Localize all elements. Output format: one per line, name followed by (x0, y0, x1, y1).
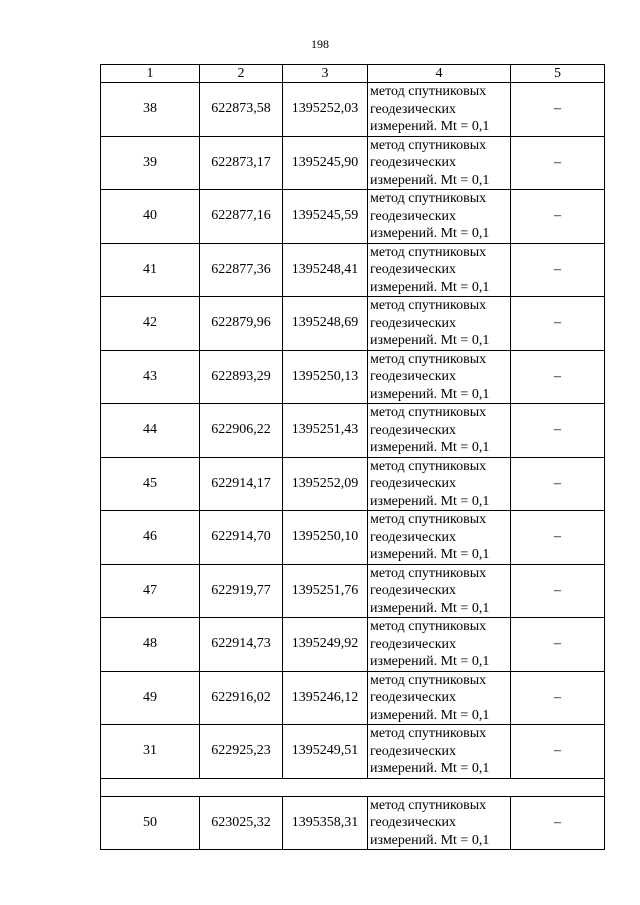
y-coordinate-cell: 1395251,76 (283, 564, 368, 618)
point-number-cell: 46 (101, 511, 200, 565)
method-text-line: измерений. Mt = 0,1 (370, 707, 490, 723)
y-coordinate-cell: 1395249,51 (283, 725, 368, 779)
method-text-line: измерений. Mt = 0,1 (370, 493, 490, 509)
x-coordinate-cell: 622914,70 (200, 511, 283, 565)
note-cell: – (511, 511, 605, 565)
table-row (101, 796, 605, 850)
point-number-cell: 31 (101, 725, 200, 779)
x-coordinate-cell: 622906,22 (200, 404, 283, 458)
method-cell (368, 618, 511, 672)
method-text-line: геодезических (370, 422, 457, 438)
note-cell: – (511, 671, 605, 725)
method-text-line: метод спутниковых (370, 191, 487, 206)
x-coordinate-cell: 622873,17 (200, 136, 283, 190)
point-number-cell: 40 (101, 190, 200, 244)
method-text-line: измерений. Mt = 0,1 (370, 761, 490, 776)
method-cell (368, 297, 511, 351)
table-header-row (101, 65, 605, 83)
note-cell: – (511, 564, 605, 618)
column-header: 3 (283, 65, 368, 83)
method-text-line: метод спутниковых (370, 84, 487, 99)
x-coordinate-cell: 622877,36 (200, 243, 283, 297)
method-cell (368, 671, 511, 725)
method-text-line: геодезических (370, 583, 457, 598)
method-text-line: измерений. Mt = 0,1 (370, 333, 490, 348)
method-text-line: измерений. Mt = 0,1 (370, 172, 490, 188)
note-cell: – (511, 243, 605, 297)
method-cell (368, 190, 511, 244)
note-cell: – (511, 404, 605, 458)
method-text-line: измерений. Mt = 0,1 (370, 440, 490, 455)
point-number-cell: 48 (101, 618, 200, 672)
x-coordinate-cell: 622877,16 (200, 190, 283, 244)
method-text-line: геодезических (370, 369, 457, 384)
table-row (101, 725, 605, 779)
method-cell (368, 83, 511, 137)
point-number-cell: 45 (101, 457, 200, 511)
method-text-line: геодезических (370, 315, 457, 331)
method-text-line: метод спутниковых (370, 797, 487, 813)
x-coordinate-cell: 622914,17 (200, 457, 283, 511)
method-text-line: измерений. Mt = 0,1 (370, 654, 490, 669)
method-cell (368, 350, 511, 404)
note-cell: – (511, 190, 605, 244)
method-cell (368, 725, 511, 779)
note-cell: – (511, 725, 605, 779)
y-coordinate-cell: 1395252,03 (283, 83, 368, 137)
method-text-line: геодезических (370, 476, 457, 491)
method-cell (368, 457, 511, 511)
method-text-line: метод спутниковых (370, 458, 487, 474)
method-text-line: метод спутниковых (370, 244, 487, 260)
method-text-line: геодезических (370, 208, 457, 224)
point-number-cell: 50 (101, 796, 200, 850)
method-text-line: геодезических (370, 690, 457, 705)
table-row (101, 671, 605, 725)
table-row (101, 511, 605, 565)
method-text-line: геодезических (370, 155, 457, 170)
method-text-line: измерений. Mt = 0,1 (370, 119, 490, 134)
y-coordinate-cell: 1395246,12 (283, 671, 368, 725)
x-coordinate-cell: 622919,77 (200, 564, 283, 618)
y-coordinate-cell: 1395248,41 (283, 243, 368, 297)
point-number-cell: 41 (101, 243, 200, 297)
table-row (101, 457, 605, 511)
x-coordinate-cell: 622893,29 (200, 350, 283, 404)
note-cell: – (511, 350, 605, 404)
method-text-line: измерений. Mt = 0,1 (370, 547, 490, 562)
note-cell: – (511, 618, 605, 672)
table-row (101, 564, 605, 618)
point-number-cell: 43 (101, 350, 200, 404)
method-text-line: метод спутниковых (370, 726, 487, 741)
method-text-line: геодезических (370, 262, 457, 277)
y-coordinate-cell: 1395245,59 (283, 190, 368, 244)
method-cell (368, 404, 511, 458)
method-cell (368, 796, 511, 850)
method-text-line: геодезических (370, 636, 457, 652)
x-coordinate-cell: 623025,32 (200, 796, 283, 850)
note-cell: – (511, 83, 605, 137)
point-number-cell: 42 (101, 297, 200, 351)
column-header: 5 (511, 65, 605, 83)
note-cell: – (511, 796, 605, 850)
y-coordinate-cell: 1395252,09 (283, 457, 368, 511)
y-coordinate-cell: 1395358,31 (283, 796, 368, 850)
table-row (101, 190, 605, 244)
x-coordinate-cell: 622925,23 (200, 725, 283, 779)
table-row (101, 404, 605, 458)
method-text-line: метод спутниковых (370, 565, 487, 581)
point-number-cell: 44 (101, 404, 200, 458)
note-cell: – (511, 457, 605, 511)
y-coordinate-cell: 1395250,10 (283, 511, 368, 565)
method-text-line: измерений. Mt = 0,1 (370, 226, 490, 241)
method-text-line: метод спутниковых (370, 405, 487, 420)
point-number-cell: 38 (101, 83, 200, 137)
table-separator-row (101, 778, 605, 796)
method-text-line: измерений. Mt = 0,1 (370, 832, 490, 848)
method-text-line: измерений. Mt = 0,1 (370, 279, 490, 295)
method-text-line: метод спутниковых (370, 512, 487, 527)
x-coordinate-cell: 622873,58 (200, 83, 283, 137)
method-text-line: геодезических (370, 815, 457, 830)
column-header: 1 (101, 65, 200, 83)
table-row (101, 83, 605, 137)
x-coordinate-cell: 622914,73 (200, 618, 283, 672)
note-cell: – (511, 136, 605, 190)
point-number-cell: 49 (101, 671, 200, 725)
method-text-line: измерений. Mt = 0,1 (370, 386, 490, 402)
method-text-line: геодезических (370, 101, 457, 117)
method-cell (368, 564, 511, 618)
method-cell (368, 243, 511, 297)
method-cell (368, 136, 511, 190)
point-number-cell: 47 (101, 564, 200, 618)
column-header: 4 (368, 65, 511, 83)
point-number-cell: 39 (101, 136, 200, 190)
table-row (101, 350, 605, 404)
table-row (101, 243, 605, 297)
y-coordinate-cell: 1395251,43 (283, 404, 368, 458)
method-text-line: геодезических (370, 529, 457, 545)
method-text-line: метод спутниковых (370, 672, 487, 688)
x-coordinate-cell: 622916,02 (200, 671, 283, 725)
table-row (101, 297, 605, 351)
y-coordinate-cell: 1395245,90 (283, 136, 368, 190)
x-coordinate-cell: 622879,96 (200, 297, 283, 351)
y-coordinate-cell: 1395250,13 (283, 350, 368, 404)
method-text-line: метод спутниковых (370, 351, 487, 367)
method-text-line: метод спутниковых (370, 137, 487, 153)
y-coordinate-cell: 1395249,92 (283, 618, 368, 672)
column-header: 2 (200, 65, 283, 83)
method-text-line: геодезических (370, 743, 457, 759)
y-coordinate-cell: 1395248,69 (283, 297, 368, 351)
note-cell: – (511, 297, 605, 351)
separator-cell (101, 778, 605, 796)
method-text-line: метод спутниковых (370, 298, 487, 313)
page-number: 198 (311, 37, 329, 51)
method-text-line: измерений. Mt = 0,1 (370, 600, 490, 616)
coordinates-table (100, 64, 605, 850)
table-row (101, 618, 605, 672)
table-row (101, 136, 605, 190)
method-cell (368, 511, 511, 565)
method-text-line: метод спутниковых (370, 619, 487, 634)
